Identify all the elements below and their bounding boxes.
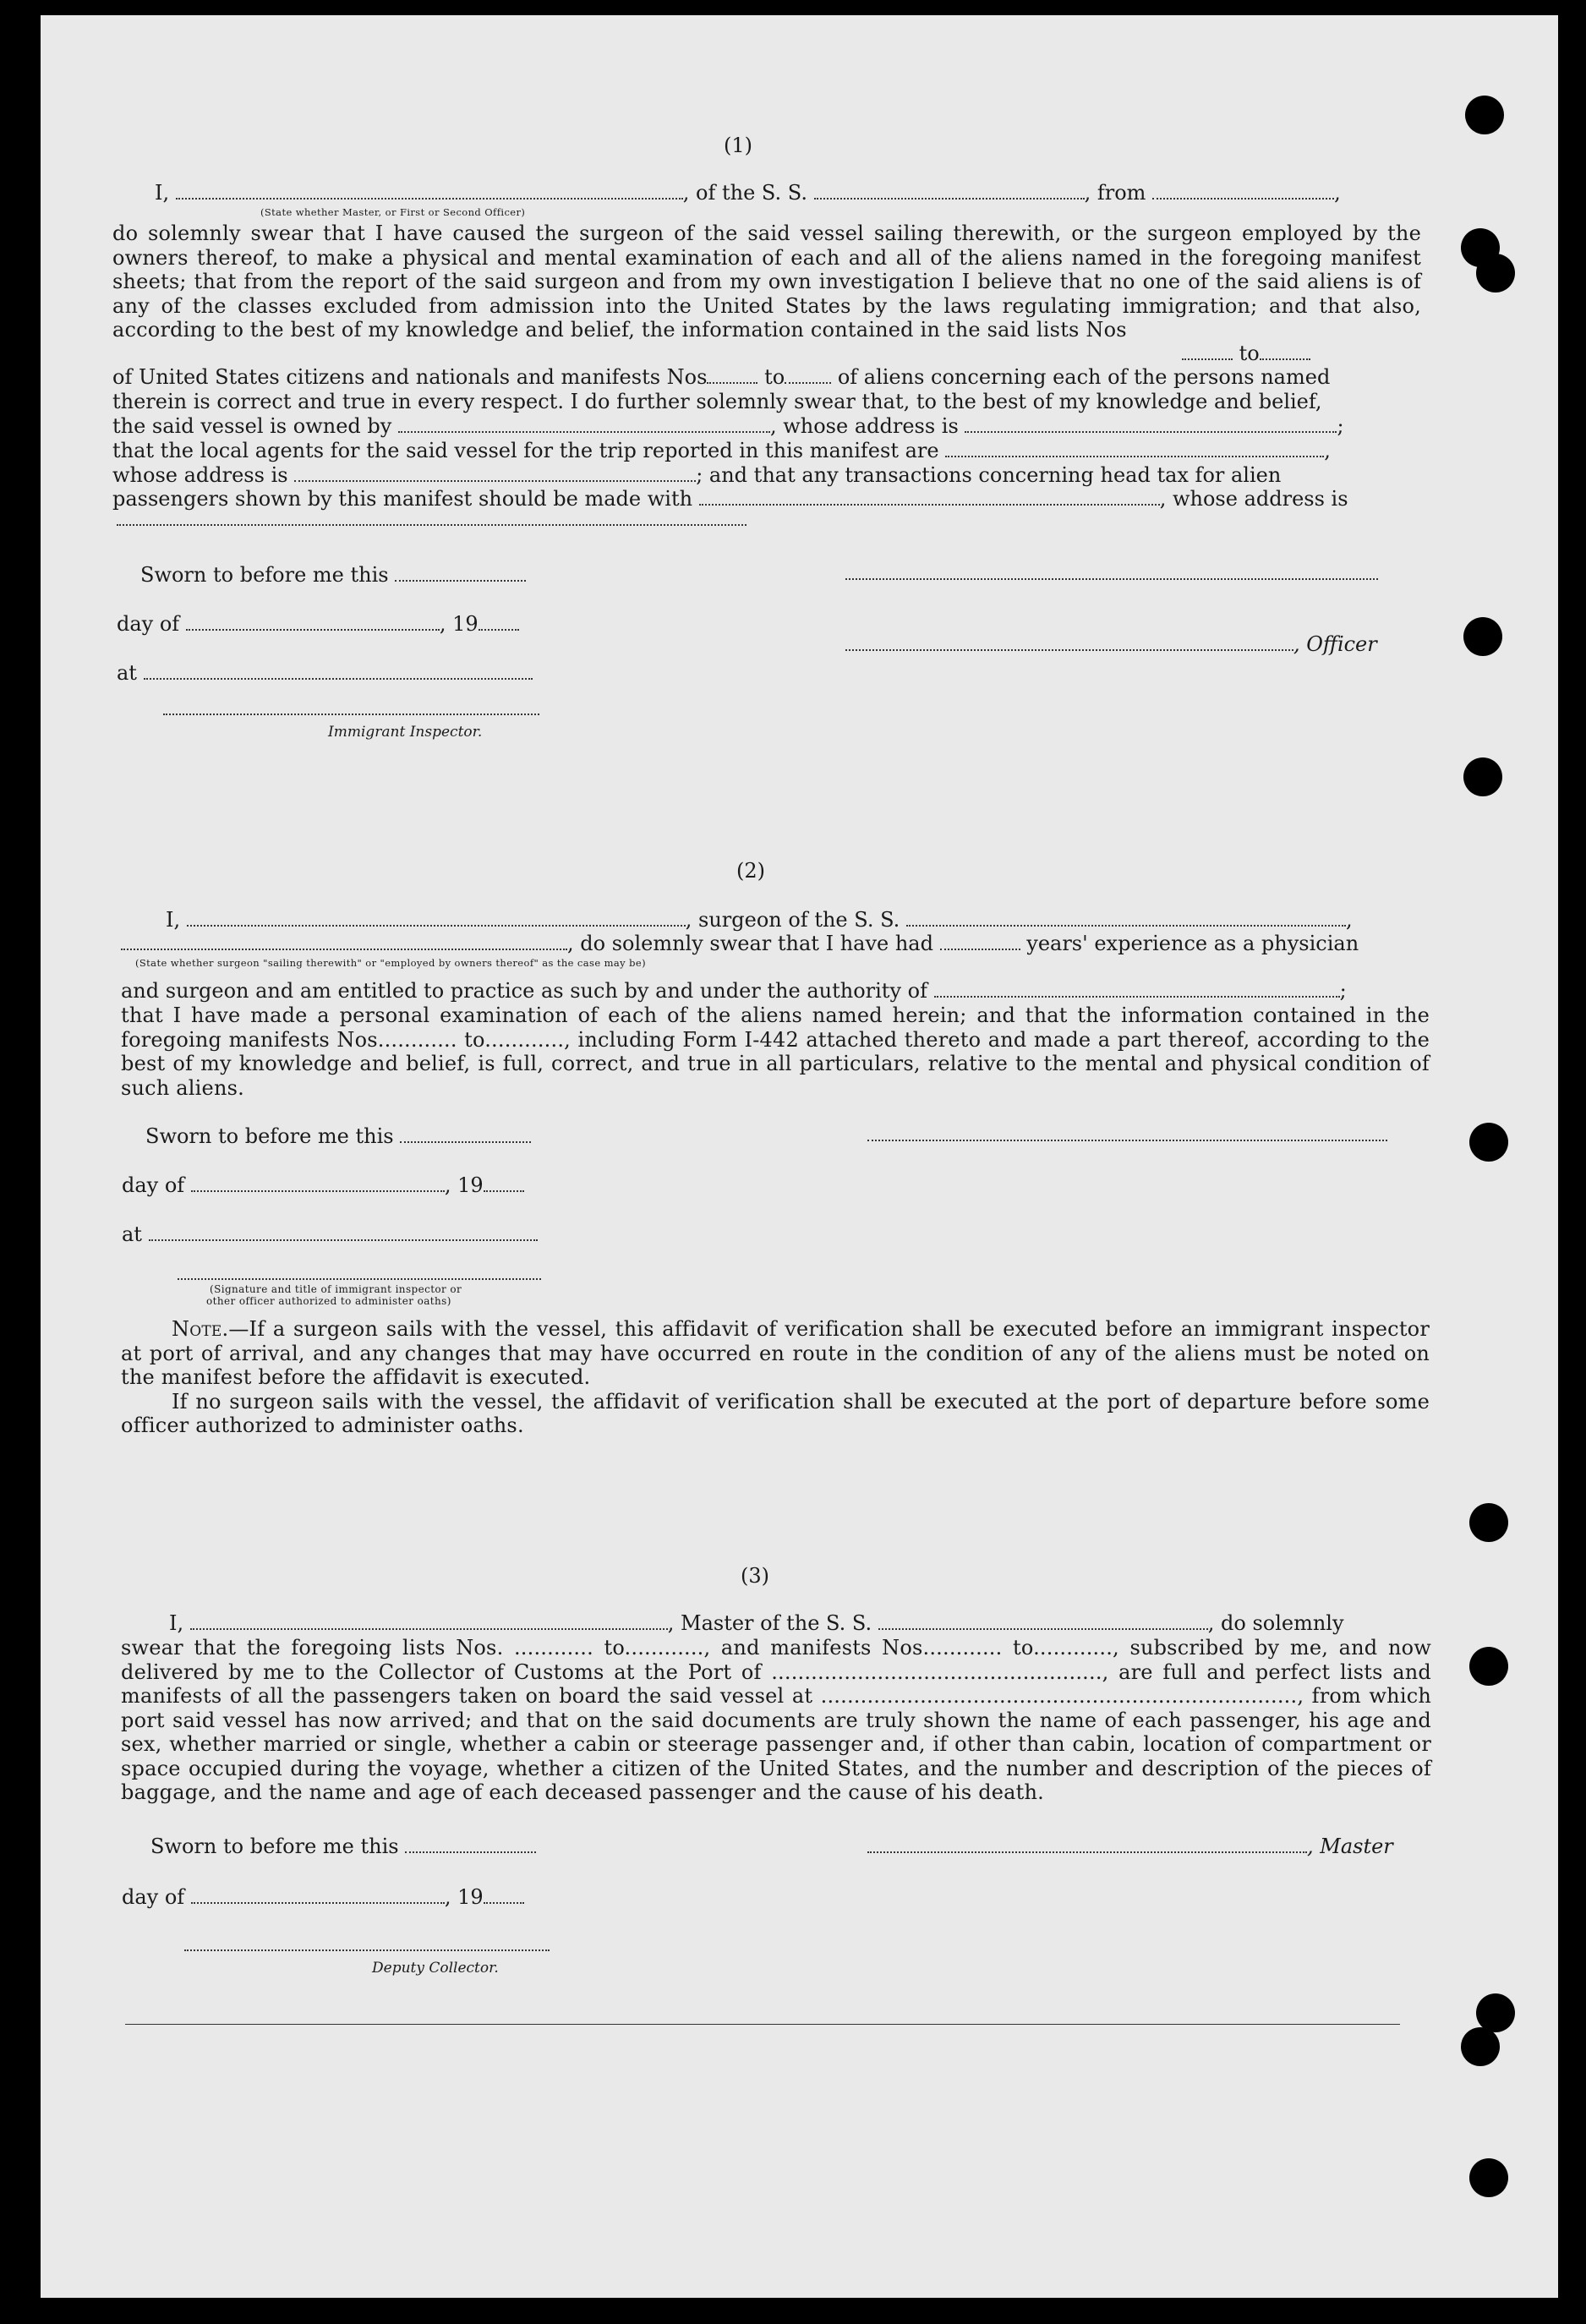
s1-inspector: Immigrant Inspector.: [328, 724, 483, 741]
punch-hole: [1469, 2158, 1508, 2197]
s1-sworn: Sworn to before me this: [140, 563, 526, 587]
s2-surgeon-note: (State whether surgeon "sailing therewith" or "employed by owners thereof" as the case may be): [135, 957, 646, 969]
punch-hole: [1469, 1503, 1508, 1542]
s3-line-1: I, , Master of the S. S. , do solemnly: [169, 1611, 1344, 1635]
punch-hole: [1463, 757, 1502, 796]
section-1-number: (1): [724, 134, 752, 157]
s1-sig-line: [845, 578, 1378, 580]
s2-line-3: and surgeon and am entitled to practice as such by and under the authority of ;: [121, 979, 1347, 1003]
punch-hole: [1465, 96, 1504, 134]
s1-citizens-line: of United States citizens and nationals and manifests Nos to of aliens concerning each of the persons named: [112, 365, 1331, 389]
section-3-number: (3): [741, 1564, 769, 1588]
s1-at: at: [117, 661, 533, 685]
punch-hole: [1469, 1123, 1508, 1162]
s3-collector-line: [184, 1949, 550, 1951]
s1-i-label: I,: [155, 181, 170, 205]
punch-hole: [1476, 254, 1515, 293]
punch-hole: [1469, 1647, 1508, 1686]
section-2-number: (2): [736, 859, 765, 883]
s1-agents-line: that the local agents for the said vessel for the trip reported in this manifest are ,: [112, 439, 1331, 462]
s2-inspector-line: [178, 1278, 541, 1280]
s1-passengers-line: passengers shown by this manifest should be made with , whose address is: [112, 487, 1348, 511]
s2-sig-note-1: (Signature and title of immigrant inspector or: [210, 1283, 462, 1295]
s1-lists-to: to: [1182, 342, 1310, 365]
form-sheet: [41, 15, 1558, 2298]
s1-officer: , Officer: [845, 632, 1377, 656]
s2-sig-line: [867, 1140, 1387, 1141]
punch-hole: [1461, 2027, 1500, 2066]
s1-officer-note: (State whether Master, or First or Second Officer): [260, 206, 526, 218]
s3-master: , Master: [867, 1835, 1393, 1858]
s1-from-label: , from: [1084, 181, 1146, 205]
s2-body: that I have made a personal examination of each of the aliens named herein; and that the information contained in the foregoing manifests Nos............ to............, including Form I-442 attached thereto and made a part thereof, according to the best of my knowledge and belief, is full, correct, and true in all particulars, relative to the mental and physical condition of such aliens.: [121, 1003, 1430, 1100]
s2-note: Note.—If a surgeon sails with the vessel, this affidavit of verification shall be executed before an immigrant inspector at port of arrival, and any changes that may have occurred en route in the condition of any of the aliens must be noted on the manifest before the affidavit is executed. If no surgeon sails with the vessel, the affidavit of verification shall be executed at the port of departure before some officer authorized to administer oaths.: [121, 1317, 1430, 1437]
s1-inspector-line: [163, 714, 539, 715]
s1-therein-line: therein is correct and true in every respect. I do further solemnly swear that, to the best of my knowledge and belief,: [112, 390, 1322, 413]
s3-sworn: Sworn to before me this: [150, 1835, 536, 1858]
s1-address-line: [117, 524, 747, 526]
s1-line-1: I, , of the S. S. , from ,: [155, 181, 1341, 205]
s1-whose-line: whose address is ; and that any transactions concerning head tax for alien: [112, 463, 1282, 487]
s3-deputy: Deputy Collector.: [372, 1960, 499, 1977]
s1-dayof: day of , 19: [117, 612, 519, 636]
s2-line-1: I, , surgeon of the S. S. ,: [166, 908, 1353, 932]
s2-at: at: [122, 1222, 538, 1246]
s1-ship-label: , of the S. S.: [682, 181, 807, 205]
s2-dayof: day of , 19: [122, 1173, 524, 1197]
bottom-rule: [125, 2024, 1400, 2025]
s1-owned-line: the said vessel is owned by , whose address is ;: [112, 414, 1344, 438]
s1-body: [112, 221, 1421, 342]
s3-body: swear that the foregoing lists Nos. ............ to............, and manifests Nos............ to............, subscribed by me, and now delivered by me to the Collector of Customs at the Port of .................................................., are full and perfect lists and manifests of all the passengers taken on board the said vessel at ........................................................................, from which port said vessel has now arrived; and that on the said documents are truly shown the name of each passenger, his age and sex, whether married or single, whether a cabin or steerage passenger and, if other than cabin, location of compartment or space occupied during the voyage, whether a citizen of the United States, and the number and description of the pieces of baggage, and the name and age of each deceased passenger and the cause of his death.: [121, 1636, 1431, 1804]
s2-sworn: Sworn to before me this: [145, 1124, 531, 1148]
s1-body-text: do solemnly swear that I have caused the surgeon of the said vessel sailing therewith, or the surgeon employed by the owners thereof, to make a physical and mental examination of each and all of the aliens named in the foregoing manifest sheets; that from the report of the said surgeon and from my own investigation I believe that no one of the said aliens is of any of the classes excluded from admission into the United States by the laws regulating immigration; and that also, according to the best of my knowledge and belief, the information contained in the said lists Nos: [112, 221, 1421, 342]
punch-hole: [1463, 617, 1502, 656]
s2-line-2: , do solemnly swear that I have had years' experience as a physician: [121, 932, 1359, 955]
s2-sig-note-2: other officer authorized to administer oaths): [206, 1295, 451, 1307]
s3-dayof: day of , 19: [122, 1885, 524, 1909]
